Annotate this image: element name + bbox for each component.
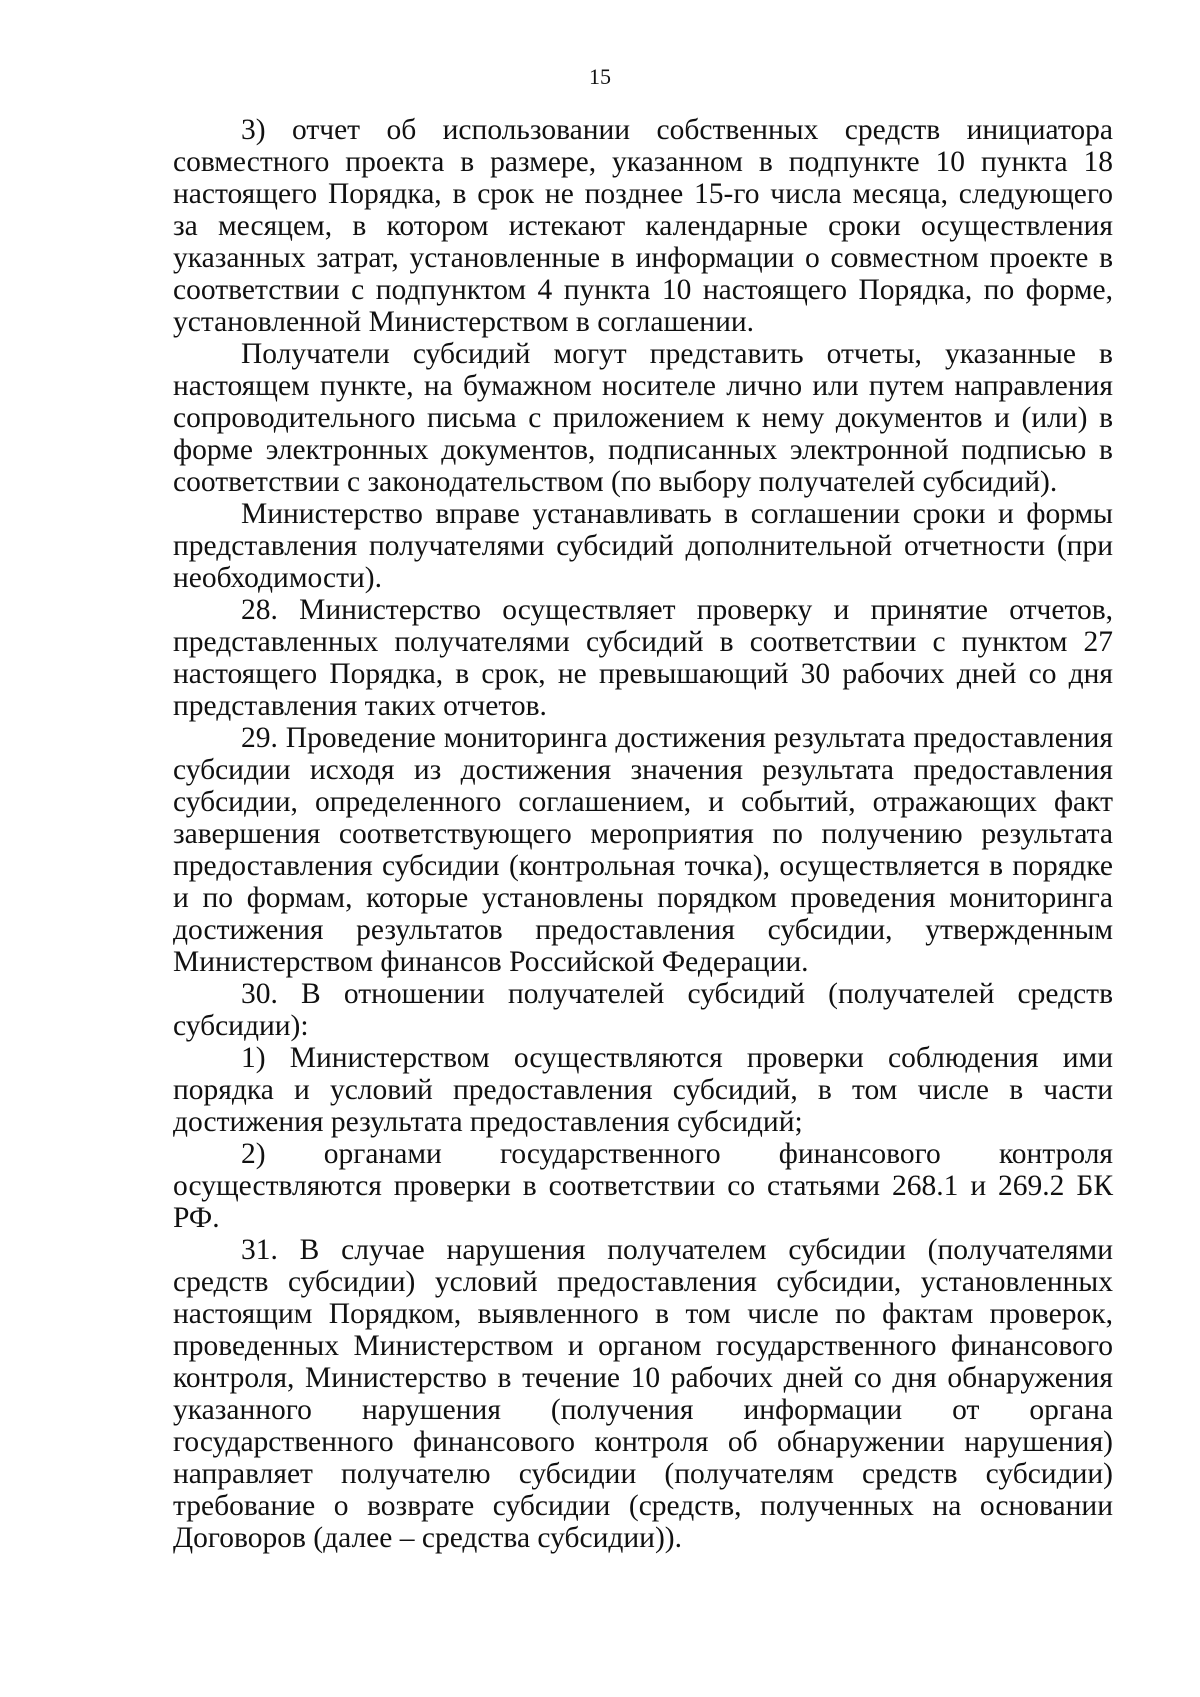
paragraph-28: 28. Министерство осуществляет проверку и принятие отчетов, представленных получателями субсидий в соответствии с пунктом 27 настоящего Порядка, в срок, не превышающий 30 рабочих дней со дня представления таких отчетов. [173,594,1113,722]
paragraph-report-submission: Получатели субсидий могут представить отчеты, указанные в настоящем пункте, на бумажном носителе лично или путем направления сопроводительного письма с приложением к нему документов и (или) в форме электронных документов, подписанных электронной подписью в соответствии с законодательством (по выбору получателей субсидий). [173,338,1113,498]
paragraph-item-3-report: 3) отчет об использовании собственных средств инициатора совместного проекта в размере, указанном в подпункте 10 пункта 18 настоящего Порядка, в срок не позднее 15-го числа месяца, следующего за месяцем, в котором истекают календарные сроки осуществления указанных затрат, установленные в информации о совместном проекте в соответствии с подпунктом 4 пункта 10 настоящего Порядка, по форме, установленной Министерством в соглашении. [173,114,1113,338]
page-number: 15 [589,64,611,89]
paragraph-31: 31. В случае нарушения получателем субсидии (получателями средств субсидии) условий предоставления субсидии, установленных настоящим Порядком, выявленного в том числе по фактам проверок, проведенных Министерством и органом государственного финансового контроля, Министерство в течение 10 рабочих дней со дня обнаружения указанного нарушения (получения информации от органа государственного финансового контроля об обнаружении нарушения) направляет получателю субсидии (получателям средств субсидии) требование о возврате субсидии (средств, полученных на основании Договоров (далее – средства субсидии)). [173,1234,1113,1554]
paragraph-30: 30. В отношении получателей субсидий (получателей средств субсидии): [173,978,1113,1042]
paragraph-29: 29. Проведение мониторинга достижения результата предоставления субсидии исходя из достижения значения результата предоставления субсидии, определенного соглашением, и событий, отражающих факт завершения соответствующего мероприятия по получению результата предоставления субсидии (контрольная точка), осуществляется в порядке и по формам, которые установлены порядком проведения мониторинга достижения результатов предоставления субсидии, утвержденным Министерством финансов Российской Федерации. [173,722,1113,978]
document-body [173,114,1113,1554]
paragraph-30-item-1: 1) Министерством осуществляются проверки соблюдения ими порядка и условий предоставления субсидий, в том числе в части достижения результата предоставления субсидий; [173,1042,1113,1138]
paragraph-additional-reporting: Министерство вправе устанавливать в соглашении сроки и формы представления получателями субсидий дополнительной отчетности (при необходимости). [173,498,1113,594]
paragraph-30-item-2: 2) органами государственного финансового контроля осуществляются проверки в соответствии со статьями 268.1 и 269.2 БК РФ. [173,1138,1113,1234]
